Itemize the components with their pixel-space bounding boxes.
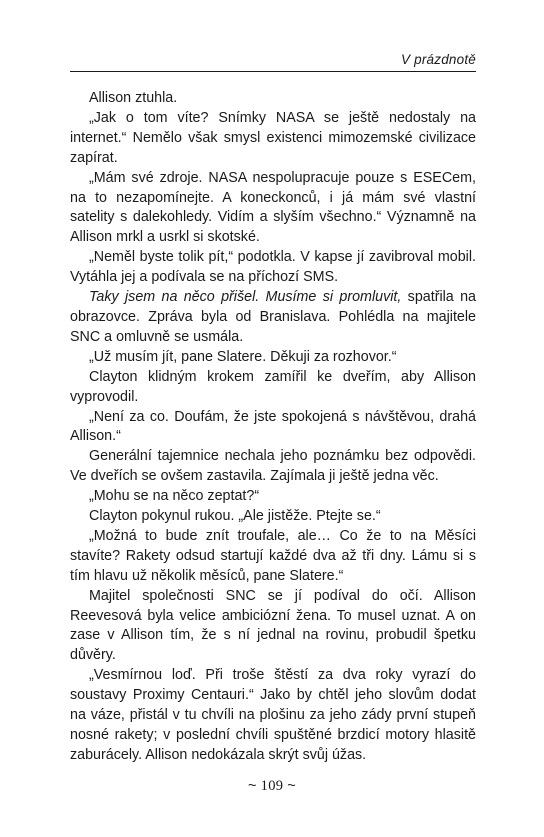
paragraph: Allison ztuhla. <box>89 90 178 106</box>
paragraph: „Není za co. Doufám, že jste spokojená s návštěvou, drahá Allison.“ <box>70 408 476 445</box>
paragraph: „Už musím jít, pane Slatere. Děkuji za rozhovor.“ <box>89 348 397 365</box>
paragraph: „Mohu se na něco zeptat?“ <box>89 488 260 505</box>
paragraph: „Neměl byste tolik pít,“ podotkla. V kapse jí zavibroval mobil. Vytáhla jej a podívala se na příchozí SMS. <box>70 249 476 286</box>
tilde-right: ~ <box>287 778 297 794</box>
paragraph: Clayton pokynul rukou. „Ale jistěže. Ptejte se.“ <box>89 508 381 525</box>
header-rule <box>70 71 476 72</box>
tilde-left: ~ <box>247 778 257 794</box>
paragraph: Majitel společnosti SNC se jí podíval do očí. Allison Reevesová byla velice ambiciózní žena. To musel uznat. A on zase v Allison tím, že s ní jednal na rovinu, probudil špetku důvěry. <box>70 587 476 664</box>
page-number: 109 <box>260 778 284 794</box>
paragraph-continuation: spatřila na obrazovce. Zpráva byla od Branislava. Pohlédla na majitele SNC a omluvně se usmála. <box>70 289 476 345</box>
paragraph-with-sms <box>70 288 476 348</box>
paragraph: Generální tajemnice nechala jeho poznámku bez odpovědi. Ve dveřích se ovšem zastavila. Zajímala ji ještě jedna věc. <box>70 448 476 485</box>
paragraph: Clayton klidným krokem zamířil ke dveřím, aby Allison vyprovodil. <box>70 368 476 405</box>
paragraph: „Jak o tom víte? Snímky NASA se ještě nedostaly na internet.“ Nemělo však smysl existenci mimozemské civilizace zapírat. <box>70 109 476 166</box>
paragraph: „Vesmírnou loď. Při troše štěstí za dva roky vyrazí do soustavy Proximy Centauri.“ Jako by chtěl jeho slovům dodat na váze, přistál v tu chvíli na plošinu za jeho zády první stupeň nosné rakety; v poslední chvíli spuštěné brzdicí motory hlasitě zaburácely. Allison nedokázala skrýt svůj úžas. <box>70 667 476 763</box>
page-number-footer <box>0 778 544 795</box>
running-head-title: V prázdnotě <box>401 52 476 67</box>
body-text <box>70 89 476 766</box>
paragraph: „Možná to bude znít troufale, ale… Co že to na Měsíci stavíte? Rakety odsud startují každé dva až tři dny. Lámu si s tím hlavu už několik měsíců, pane Slatere.“ <box>70 527 476 584</box>
paragraph: „Mám své zdroje. NASA nespolupracuje pouze s ESECem, na to nezapomínejte. A koneckonců, i já mám své vlastní satelity s dalekohledy. Vidím a slyším všechno.“ Významně na Allison mrkl a usrkl si skotské. <box>70 169 476 246</box>
sms-text: Taky jsem na něco přišel. Musíme si promluvit, <box>89 289 402 306</box>
